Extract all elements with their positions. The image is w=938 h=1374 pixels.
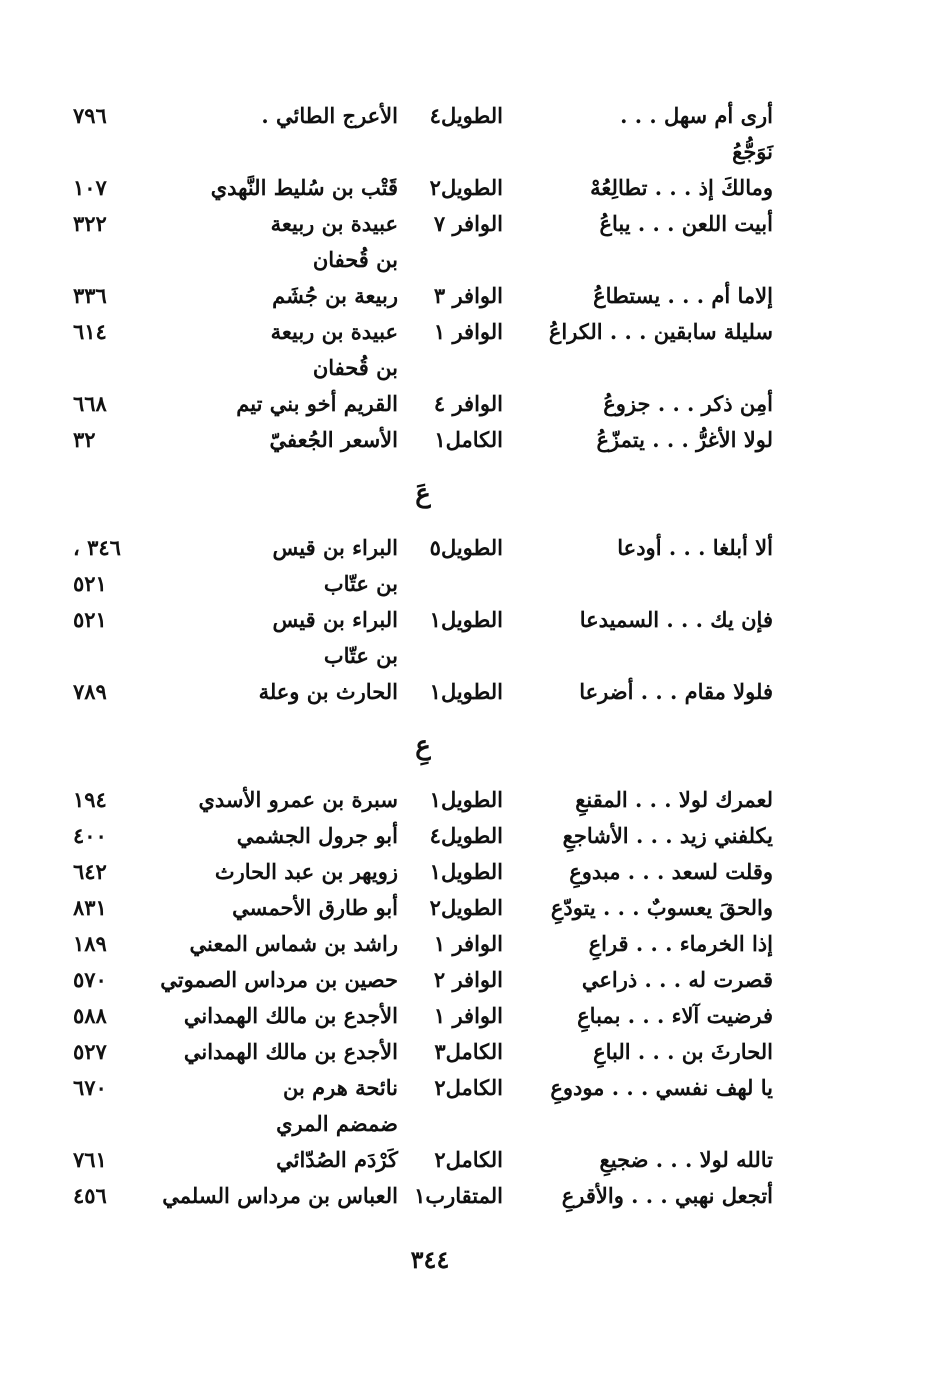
verse-cell: أرى أم سهل . . . نَوَجُّعُ (620, 103, 773, 164)
section-1 (73, 98, 773, 458)
index-row (73, 1070, 773, 1142)
meter-cell: الوافر ٤ (433, 391, 503, 416)
poet-cell: عبيدة بن ربيعة بن قُحفان (270, 211, 398, 272)
meter-cell: الكامل١ (434, 427, 503, 452)
meter-cell: الطويل١ (429, 679, 503, 704)
verse-cell: ألا أبلغا . . . أودعا (617, 535, 773, 560)
poet-cell: البراء بن قيس بن عتّاب (272, 607, 398, 668)
page-ref-cell: ٧٦١ (73, 1147, 107, 1172)
section-letter-heading: عَ (415, 479, 431, 509)
section-3 (73, 782, 773, 1214)
verse-cell: تالله لولا . . . ضجيعِ (599, 1147, 773, 1172)
index-row (73, 170, 773, 206)
verse-cell: أمِن ذكر . . . جزوعُ (603, 391, 773, 416)
page-ref-cell: ٣٢ (73, 427, 96, 452)
index-row (73, 998, 773, 1034)
page-ref-cell: ٤٥٦ (73, 1183, 107, 1208)
page-ref-cell: ٥٧٠ (73, 967, 107, 992)
verse-cell: فإن يك . . . السميدعا (579, 607, 773, 632)
meter-cell: الطويل٢ (429, 175, 503, 200)
page-ref-cell: ٥٢٧ (73, 1039, 107, 1064)
meter-cell: الوافر ٣ (433, 283, 503, 308)
verse-cell: يا لهف نفسي . . . مودوعِ (550, 1075, 773, 1100)
poet-cell: زويهر بن عبد الحارث (214, 859, 398, 884)
index-row (73, 890, 773, 926)
index-row (73, 530, 773, 602)
meter-cell: الطويل٢ (429, 895, 503, 920)
page-ref-cell: ٦٤٢ (73, 859, 107, 884)
poet-cell: الأجدع بن مالك الهمداني (183, 1003, 398, 1028)
poet-cell: العباس بن مرداس السلمي (162, 1183, 398, 1208)
verse-cell: الحارثَ بن . . . الباعِ (593, 1039, 773, 1064)
page-ref-cell: ٦٧٠ (73, 1075, 107, 1100)
page-ref-cell: ٥٨٨ (73, 1003, 107, 1028)
page-ref-cell: ٧٩٦ (73, 103, 107, 128)
index-row (73, 314, 773, 386)
page-ref-cell: ٧٨٩ (73, 679, 107, 704)
meter-cell: الطويل٤ (429, 103, 503, 128)
poet-cell: الأسعر الجُعفيّ (269, 427, 398, 452)
meter-cell: الوافر ١ (433, 319, 503, 344)
section-2 (73, 530, 773, 710)
page-ref-cell: ٣٣٦ (73, 283, 107, 308)
page-ref-cell: ٥٢١ (73, 607, 107, 632)
index-row (73, 278, 773, 314)
poet-cell: الحارث بن وعلة (258, 679, 398, 704)
meter-cell: الطويل٤ (429, 823, 503, 848)
page-ref-cell: ١٠٧ (73, 175, 107, 200)
poet-cell: كَرْدَم الصُدّائي (276, 1147, 398, 1172)
meter-cell: الوافر ٧ (433, 211, 503, 236)
index-row (73, 926, 773, 962)
verse-cell: إلاما أم . . . يستطاعُ (593, 283, 773, 308)
index-row (73, 422, 773, 458)
index-row (73, 602, 773, 674)
index-row (73, 1034, 773, 1070)
verse-cell: إذا الخرماء . . . قراعِ (588, 931, 773, 956)
index-row (73, 1178, 773, 1214)
page-ref-cell: ١٩٤ (73, 787, 107, 812)
verse-cell: ومالكَ إذ . . . تطالِعُهْ (590, 175, 773, 200)
poet-cell: راشد بن شماس المعني (189, 931, 398, 956)
meter-cell: الكامل٣ (434, 1039, 503, 1064)
verse-cell: قصرت له . . . ذراعي (581, 967, 773, 992)
poet-cell: البراء بن قيس بن عتّاب (272, 535, 398, 596)
page-ref-cell: ٦٦٨ (73, 391, 107, 416)
poet-cell: الأجدع بن مالك الهمداني (183, 1039, 398, 1064)
meter-cell: الوافر ١ (433, 1003, 503, 1028)
index-row (73, 854, 773, 890)
poet-cell: عبيدة بن ربيعة بن قُحفان (270, 319, 398, 380)
meter-cell: الطويل١ (429, 787, 503, 812)
poet-cell: قَتْب بن سُليط النَّهدي (210, 175, 398, 200)
section-letter-heading: عِ (415, 731, 431, 761)
page-ref-cell: ٣٤٦ ، ٥٢١ (73, 535, 121, 596)
verse-cell: يكلفني زيد . . . الأشاجعِ (562, 823, 773, 848)
meter-cell: الوافر ١ (433, 931, 503, 956)
verse-cell: سليلة سابقين . . . الكراعُ (548, 319, 773, 344)
index-row (73, 1142, 773, 1178)
page-number: ٣٤٤ (410, 1245, 450, 1274)
meter-cell: الوافر ٢ (433, 967, 503, 992)
page-ref-cell: ٣٢٢ (73, 211, 107, 236)
poet-cell: القريم أخو بني تيم (236, 391, 398, 416)
meter-cell: الطويل١ (429, 607, 503, 632)
verse-cell: والحقَ يعسوبٌ . . . يتودّعِ (550, 895, 773, 920)
meter-cell: المتقارب١ (414, 1183, 503, 1208)
verse-cell: لعمرك لولا . . . المقنعِ (575, 787, 773, 812)
verse-cell: أتجعل نهبي . . . والأقرعِ (561, 1183, 773, 1208)
index-row (73, 98, 773, 170)
poet-cell: حصين بن مرداس الصموتي (160, 967, 398, 992)
page-ref-cell: ١٨٩ (73, 931, 107, 956)
poet-cell: نائحة هرم بن ضمضم المري (276, 1075, 398, 1136)
index-row (73, 386, 773, 422)
poet-cell: أبو طارق الأحمسي (232, 895, 398, 920)
index-row (73, 674, 773, 710)
verse-cell: أبيت اللعن . . . يباعُ (599, 211, 773, 236)
verse-cell: فلولا مقام . . . أضرعا (579, 679, 773, 704)
index-row (73, 206, 773, 278)
poet-cell: سبرة بن عمرو الأسدي (198, 787, 398, 812)
poet-cell: ربيعة بن جُشَم (272, 283, 398, 308)
meter-cell: الطويل١ (429, 859, 503, 884)
meter-cell: الطويل٥ (429, 535, 503, 560)
page-ref-cell: ٤٠٠ (73, 823, 107, 848)
verse-cell: فرضيت آلاء . . . بمباعِ (577, 1003, 773, 1028)
index-row (73, 782, 773, 818)
index-page (73, 98, 773, 1214)
page-ref-cell: ٨٣١ (73, 895, 107, 920)
verse-cell: وقلت لسعد . . . مبدوعِ (569, 859, 773, 884)
poet-cell: أبو جرول الجشمي (236, 823, 398, 848)
meter-cell: الكامل٢ (434, 1075, 503, 1100)
page-ref-cell: ٦١٤ (73, 319, 107, 344)
verse-cell: لولا الأغرُّ . . . يتمزّعُ (596, 427, 773, 452)
index-row (73, 962, 773, 998)
poet-cell: الأعرج الطائي . (261, 103, 398, 128)
meter-cell: الكامل٢ (434, 1147, 503, 1172)
index-row (73, 818, 773, 854)
